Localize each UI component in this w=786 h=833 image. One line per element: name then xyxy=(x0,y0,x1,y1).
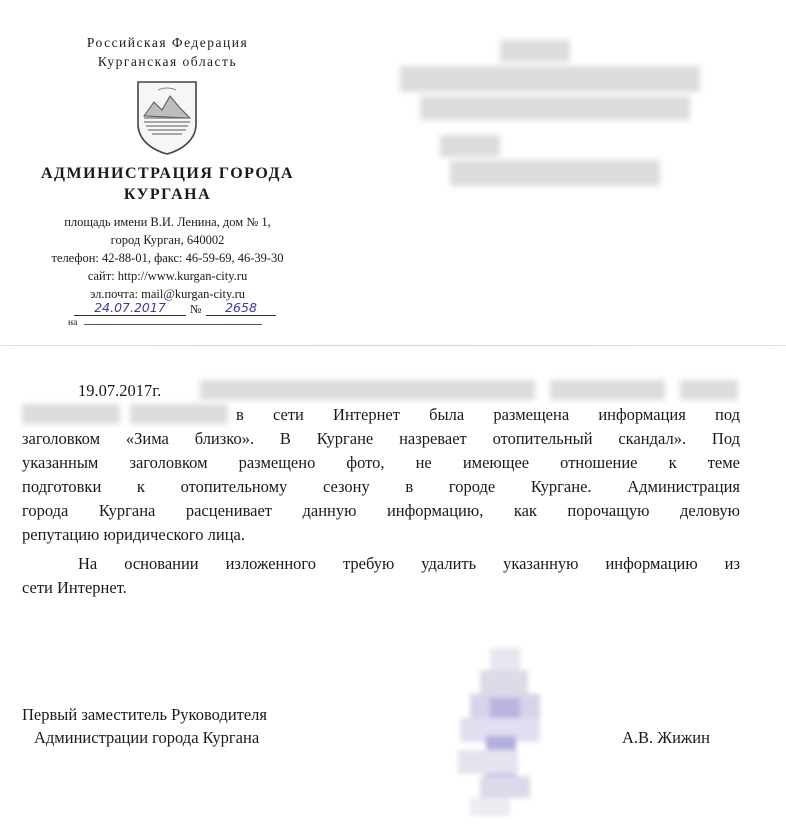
body-date: 19.07.2017г. xyxy=(78,381,162,400)
body-line: На основании изложенного требую удалить указанную информацию из xyxy=(78,554,740,573)
reference-line xyxy=(68,318,262,328)
redacted-text xyxy=(550,380,665,400)
body-line: в сети Интернет была размещена информация под xyxy=(236,405,740,424)
address-line2: город Курган, 640002 xyxy=(110,233,225,247)
redacted-text xyxy=(22,404,120,424)
signatory-name: А.В. Жижин xyxy=(622,728,710,747)
body-line: сети Интернет. xyxy=(22,578,127,597)
redacted-text xyxy=(200,380,535,400)
body-line: подготовки к отопительному сезону в городе Кургане. Администрация xyxy=(22,477,740,496)
outgoing-date: 24.07.2017 xyxy=(74,300,186,316)
site-line: сайт: http://www.kurgan-city.ru xyxy=(87,269,248,283)
letterhead-country: Российская Федерация xyxy=(86,35,249,50)
body-line: репутацию юридического лица. xyxy=(22,525,245,544)
signatory-position-line1: Первый заместитель Руководителя xyxy=(22,705,268,724)
redacted-addressee xyxy=(450,160,660,186)
admin-title-line1: АДМИНИСТРАЦИЯ ГОРОДА xyxy=(40,165,295,182)
redacted-text xyxy=(130,404,228,424)
number-label: № xyxy=(190,302,202,316)
redacted-addressee xyxy=(500,40,570,62)
admin-title-line2: КУРГАНА xyxy=(123,186,212,203)
redacted-addressee xyxy=(440,135,500,157)
body-line: заголовком «Зима близко». В Кургане назревает отопительный скандал». Под xyxy=(22,429,740,448)
redacted-signature xyxy=(450,640,560,820)
redacted-addressee xyxy=(400,66,700,92)
signatory-position-line2: Администрации города Кургана xyxy=(34,728,260,747)
outgoing-number-line xyxy=(70,300,280,320)
coat-of-arms-icon xyxy=(132,78,202,156)
reference-blank xyxy=(84,324,262,325)
letterhead-region: Курганская область xyxy=(97,54,238,69)
header-separator xyxy=(0,345,786,346)
redacted-text xyxy=(680,380,738,400)
email-line: эл.почта: mail@kurgan-city.ru xyxy=(89,287,245,301)
phone-line: телефон: 42-88-01, факс: 46-59-69, 46-39-30 xyxy=(51,251,284,265)
body-line: города Кургана расценивает данную информацию, как порочащую деловую xyxy=(22,501,740,520)
body-line: указанным заголовком размещено фото, не имеющее отношение к теме xyxy=(22,453,740,472)
na-label: на xyxy=(68,318,78,328)
outgoing-number: 2658 xyxy=(206,300,276,316)
redacted-addressee xyxy=(420,96,690,120)
address-line1: площадь имени В.И. Ленина, дом № 1, xyxy=(64,215,271,229)
